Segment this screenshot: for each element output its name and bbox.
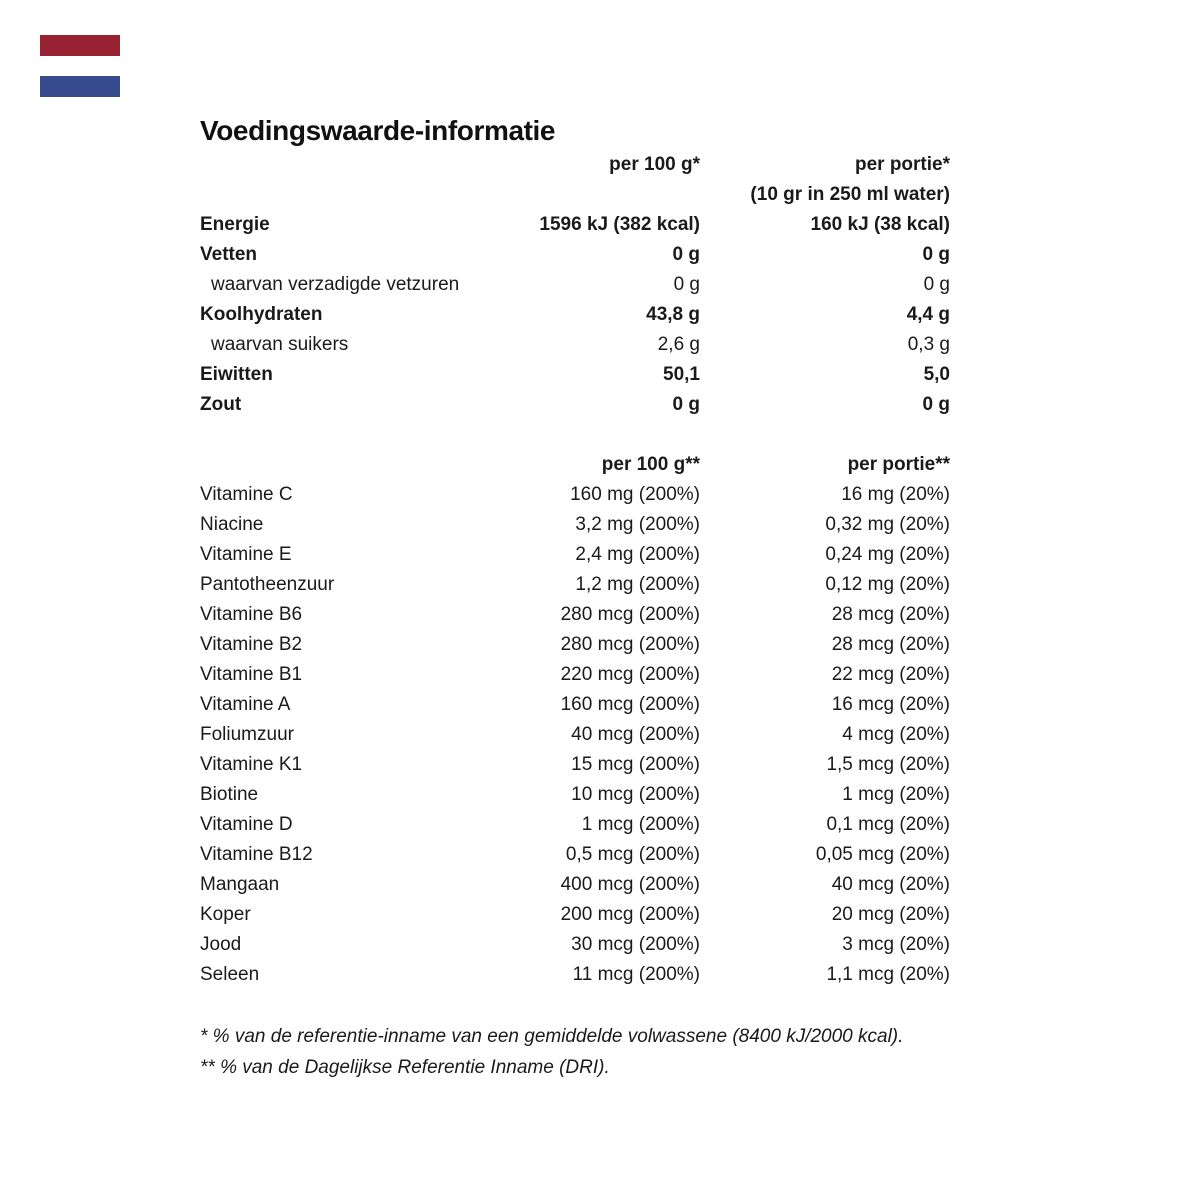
table-row xyxy=(200,840,950,870)
table-row xyxy=(200,900,950,930)
macro-header-row xyxy=(200,150,950,180)
row-per100-value: 3,2 mg (200%) xyxy=(575,514,700,535)
table-row xyxy=(200,390,950,420)
row-label: Biotine xyxy=(200,784,259,805)
table-row xyxy=(200,780,950,810)
table-row xyxy=(200,570,950,600)
row-label: Vitamine B6 xyxy=(200,604,303,625)
table-row xyxy=(200,960,950,990)
table-row xyxy=(200,660,950,690)
row-label: Vitamine A xyxy=(200,694,291,715)
row-per100-value: 280 mcg (200%) xyxy=(560,604,700,625)
table-row xyxy=(200,540,950,570)
row-label: Niacine xyxy=(200,514,264,535)
row-portie-value: 0,32 mg (20%) xyxy=(825,514,950,535)
row-label: waarvan suikers xyxy=(211,334,349,355)
page-title: Voedingswaarde-informatie xyxy=(200,115,556,146)
table-row xyxy=(200,330,950,360)
table-row xyxy=(200,720,950,750)
row-label: Pantotheenzuur xyxy=(200,574,335,595)
flag-blue-stripe xyxy=(40,76,120,97)
netherlands-flag xyxy=(40,35,120,97)
row-per100-value: 10 mcg (200%) xyxy=(571,784,700,805)
row-label: Mangaan xyxy=(200,874,280,895)
row-label: Vitamine B2 xyxy=(200,634,303,655)
table-row xyxy=(200,870,950,900)
row-per100-value: 220 mcg (200%) xyxy=(560,664,700,685)
row-portie-value: 22 mcg (20%) xyxy=(831,664,950,685)
row-per100-value: 43,8 g xyxy=(646,304,700,325)
row-per100-value: 30 mcg (200%) xyxy=(571,934,700,955)
table-row xyxy=(200,240,950,270)
row-per100-value: 0 g xyxy=(672,244,700,265)
row-portie-value: 0 g xyxy=(923,274,950,295)
col-header-per-100g: per 100 g* xyxy=(609,154,700,175)
flag-white-stripe xyxy=(40,56,120,77)
row-portie-value: 4 mcg (20%) xyxy=(842,724,950,745)
row-label: Koolhydraten xyxy=(200,304,323,325)
row-portie-value: 3 mcg (20%) xyxy=(842,934,950,955)
row-per100-value: 0 g xyxy=(673,274,700,295)
row-per100-value: 160 mg (200%) xyxy=(570,484,700,505)
table-row xyxy=(200,600,950,630)
row-portie-value: 16 mcg (20%) xyxy=(831,694,950,715)
table-row xyxy=(200,690,950,720)
row-label: Vitamine K1 xyxy=(200,754,303,775)
row-per100-value: 1 mcg (200%) xyxy=(581,814,700,835)
table-row xyxy=(200,210,950,240)
row-label: Seleen xyxy=(200,964,260,985)
col-header-portie-detail: (10 gr in 250 ml water) xyxy=(750,184,950,205)
footnote-dri: ** % van de Dagelijkse Referentie Inname (DRI). xyxy=(200,1057,610,1078)
row-portie-value: 16 mg (20%) xyxy=(841,484,950,505)
footnote-reference-intake: * % van de referentie-inname van een gemiddelde volwassene (8400 kJ/2000 kcal). xyxy=(200,1026,904,1047)
row-portie-value: 0 g xyxy=(922,394,950,415)
footnotes xyxy=(200,1021,903,1083)
row-portie-value: 1,1 mcg (20%) xyxy=(826,964,950,985)
row-per100-value: 1596 kJ (382 kcal) xyxy=(539,214,700,235)
row-label: Vitamine E xyxy=(200,544,292,565)
table-row xyxy=(200,750,950,780)
row-per100-value: 400 mcg (200%) xyxy=(560,874,700,895)
col-header-per-portie-micro: per portie** xyxy=(847,454,950,475)
flag-red-stripe xyxy=(40,35,120,56)
row-portie-value: 1 mcg (20%) xyxy=(842,784,950,805)
row-per100-value: 2,4 mg (200%) xyxy=(575,544,700,565)
row-label: Foliumzuur xyxy=(200,724,294,745)
row-portie-value: 0,12 mg (20%) xyxy=(825,574,950,595)
row-label: waarvan verzadigde vetzuren xyxy=(211,274,460,295)
table-row xyxy=(200,360,950,390)
row-label: Energie xyxy=(200,214,270,235)
row-label: Vitamine C xyxy=(200,484,293,505)
row-portie-value: 5,0 xyxy=(923,364,950,385)
row-per100-value: 0,5 mcg (200%) xyxy=(565,844,700,865)
row-label: Jood xyxy=(200,934,242,955)
micro-rows xyxy=(200,480,950,990)
row-portie-value: 28 mcg (20%) xyxy=(831,604,950,625)
row-per100-value: 11 mcg (200%) xyxy=(572,964,700,985)
row-per100-value: 1,2 mg (200%) xyxy=(575,574,700,595)
row-portie-value: 28 mcg (20%) xyxy=(831,634,950,655)
row-portie-value: 0,05 mcg (20%) xyxy=(815,844,950,865)
micro-header-row xyxy=(200,450,950,480)
row-label: Vetten xyxy=(200,244,258,265)
row-label: Vitamine D xyxy=(200,814,293,835)
table-row xyxy=(200,810,950,840)
row-label: Vitamine B12 xyxy=(200,844,313,865)
row-label: Koper xyxy=(200,904,251,925)
table-row xyxy=(200,270,950,300)
row-portie-value: 4,4 g xyxy=(906,304,950,325)
row-per100-value: 40 mcg (200%) xyxy=(571,724,700,745)
table-row xyxy=(200,480,950,510)
table-row xyxy=(200,300,950,330)
row-portie-value: 160 kJ (38 kcal) xyxy=(810,214,950,235)
section-gap xyxy=(200,420,950,450)
row-per100-value: 200 mcg (200%) xyxy=(560,904,700,925)
table-row xyxy=(200,510,950,540)
row-per100-value: 15 mcg (200%) xyxy=(571,754,700,775)
row-label: Zout xyxy=(200,394,242,415)
row-portie-value: 0 g xyxy=(922,244,950,265)
row-portie-value: 0,1 mcg (20%) xyxy=(826,814,950,835)
col-header-per-100g-micro: per 100 g** xyxy=(601,454,700,475)
row-label: Eiwitten xyxy=(200,364,273,385)
row-per100-value: 50,1 xyxy=(663,364,700,385)
row-portie-value: 40 mcg (20%) xyxy=(831,874,950,895)
row-per100-value: 0 g xyxy=(672,394,700,415)
row-portie-value: 0,3 g xyxy=(907,334,950,355)
macro-rows xyxy=(200,210,950,420)
table-row xyxy=(200,930,950,960)
col-header-per-portie: per portie* xyxy=(854,154,950,175)
row-per100-value: 280 mcg (200%) xyxy=(560,634,700,655)
row-portie-value: 20 mcg (20%) xyxy=(831,904,950,925)
row-portie-value: 1,5 mcg (20%) xyxy=(826,754,950,775)
table-row xyxy=(200,630,950,660)
nutrition-table xyxy=(200,150,950,990)
macro-subheader-row xyxy=(200,180,950,210)
row-per100-value: 160 mcg (200%) xyxy=(560,694,700,715)
row-portie-value: 0,24 mg (20%) xyxy=(825,544,950,565)
row-label: Vitamine B1 xyxy=(200,664,303,685)
row-per100-value: 2,6 g xyxy=(657,334,700,355)
